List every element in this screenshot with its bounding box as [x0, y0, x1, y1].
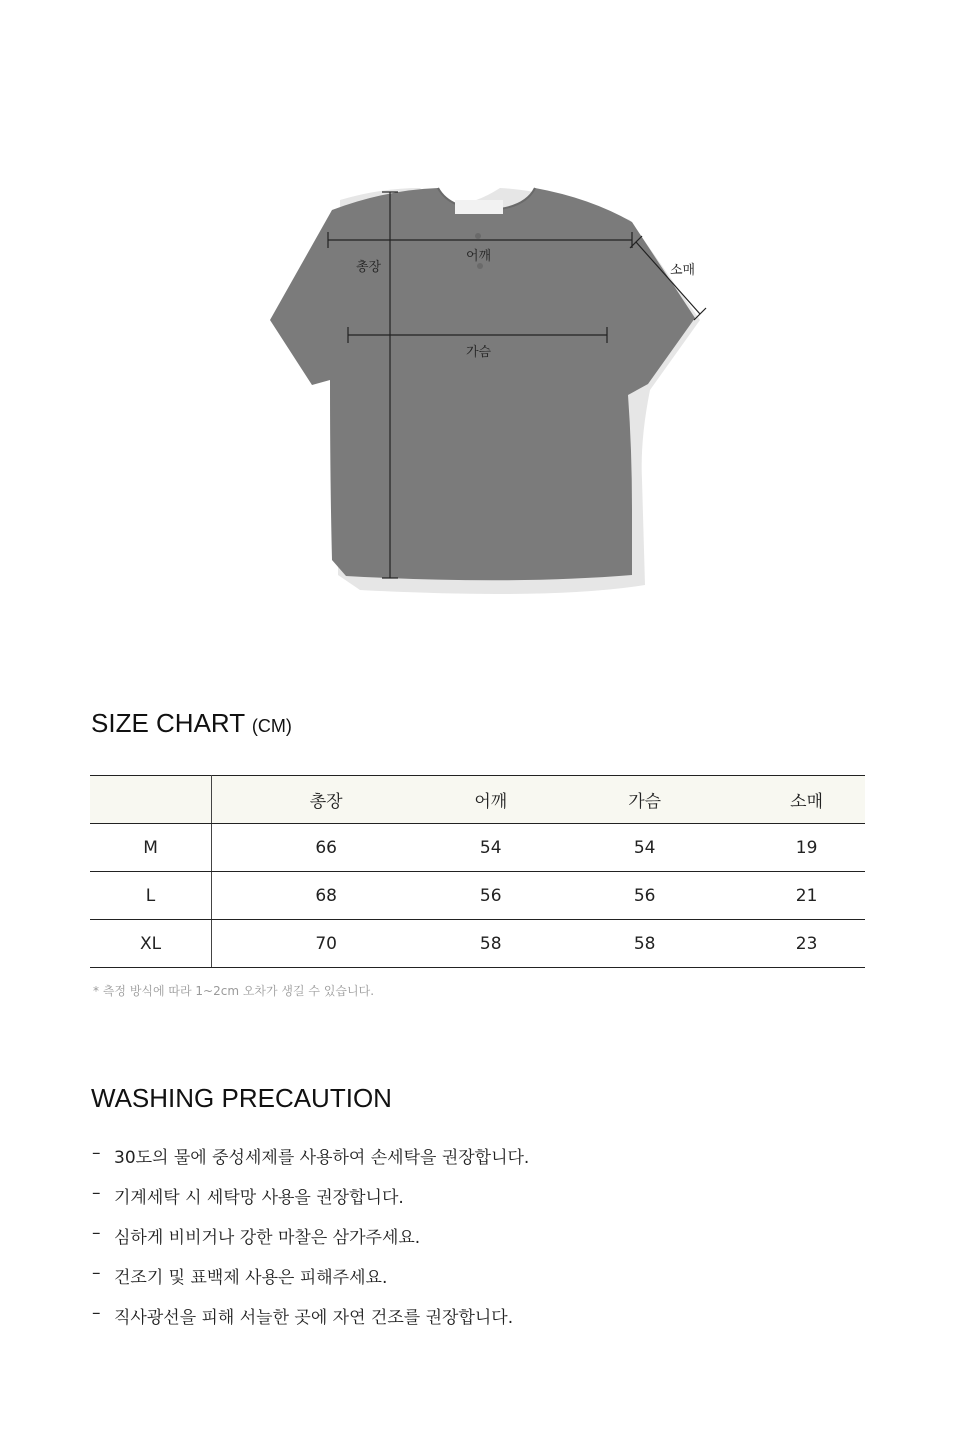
size-chart-title	[91, 708, 292, 739]
table-cell: 56	[440, 872, 541, 920]
list-item-text: 심하게 비비거나 강한 마찰은 삼가주세요.	[114, 1228, 421, 1248]
dash-marker: –	[92, 1183, 101, 1203]
table-cell: 19	[748, 824, 865, 872]
table-cell: 56	[541, 872, 748, 920]
size-label: L	[90, 872, 212, 920]
garment-diagram	[250, 180, 730, 610]
label-shoulder: 어깨	[466, 249, 492, 264]
table-cell: 58	[541, 920, 748, 968]
list-item-text: 건조기 및 표백제 사용은 피해주세요.	[114, 1268, 388, 1288]
neck-tag	[455, 200, 503, 214]
table-header-row	[90, 776, 865, 824]
header-cell-sleeve: 소매	[748, 776, 865, 824]
dash-marker: –	[92, 1143, 101, 1163]
size-label: XL	[90, 920, 212, 968]
list-item-text: 30도의 물에 중성세제를 사용하여 손세탁을 권장합니다.	[114, 1148, 530, 1168]
table-row	[90, 920, 865, 968]
table-cell: 66	[212, 824, 441, 872]
table-cell: 54	[541, 824, 748, 872]
label-chest: 가슴	[466, 345, 492, 360]
list-item	[92, 1223, 529, 1263]
button	[475, 233, 481, 239]
list-item	[92, 1303, 529, 1343]
list-item-text: 직사광선을 피해 서늘한 곳에 자연 건조를 권장합니다.	[114, 1308, 514, 1328]
header-cell-empty	[90, 776, 212, 824]
table-row	[90, 824, 865, 872]
table-cell: 54	[440, 824, 541, 872]
label-total-length: 총장	[356, 260, 382, 275]
table-row	[90, 872, 865, 920]
washing-list	[92, 1143, 529, 1343]
dash-marker: –	[92, 1303, 101, 1323]
table-cell: 21	[748, 872, 865, 920]
header-cell-chest: 가슴	[541, 776, 748, 824]
list-item	[92, 1263, 529, 1303]
header-cell-total-length: 총장	[212, 776, 441, 824]
washing-title: WASHING PRECAUTION	[91, 1083, 392, 1113]
header-cell-shoulder: 어깨	[440, 776, 541, 824]
list-item	[92, 1183, 529, 1223]
table-cell: 70	[212, 920, 441, 968]
size-chart-unit: (CM)	[251, 716, 292, 736]
table-cell: 58	[440, 920, 541, 968]
dash-marker: –	[92, 1223, 101, 1243]
list-item	[92, 1143, 529, 1183]
dash-marker: –	[92, 1263, 101, 1283]
table-cell: 68	[212, 872, 441, 920]
size-label: M	[90, 824, 212, 872]
table-cell: 23	[748, 920, 865, 968]
measurement-note: * 측정 방식에 따라 1~2cm 오차가 생길 수 있습니다.	[93, 984, 375, 998]
label-sleeve: 소매	[670, 263, 696, 278]
list-item-text: 기계세탁 시 세탁망 사용을 권장합니다.	[114, 1188, 404, 1208]
size-chart-title-text: SIZE CHART	[91, 708, 245, 738]
size-table	[90, 775, 865, 968]
